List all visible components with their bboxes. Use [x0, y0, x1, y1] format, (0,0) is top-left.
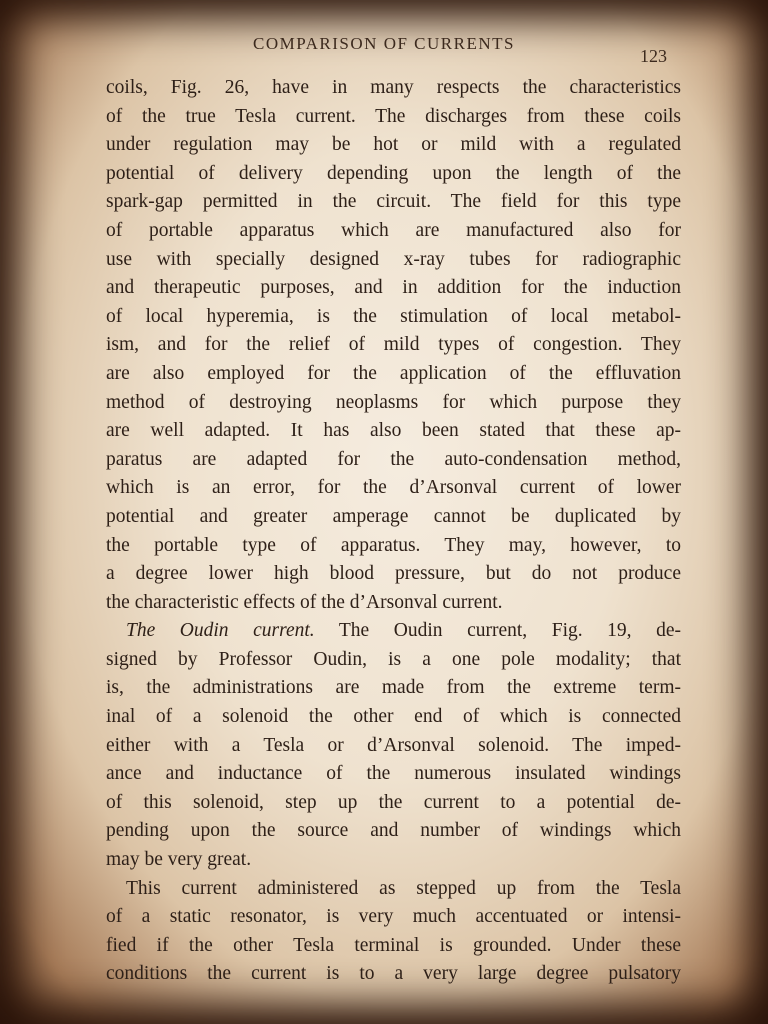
text-line: This current administered as stepped up from the Tesla	[126, 877, 681, 899]
section-heading-oudin-current: The Oudin current.	[126, 620, 315, 642]
text-line: of a static resonator, is very much accentuated or intensi-	[106, 906, 681, 928]
text-line: potential and greater amperage cannot be duplicated by	[106, 505, 681, 527]
text-line: of portable apparatus which are manufactured also for	[106, 219, 681, 241]
text-line: conditions the current is to a very large degree pulsatory	[106, 963, 681, 985]
text-line: is, the administrations are made from the extreme term-	[106, 677, 681, 699]
oudin-paragraph-first-line	[106, 617, 681, 646]
text-line: a degree lower high blood pressure, but do not produce	[106, 563, 681, 585]
text-line: inal of a solenoid the other end of which is connected	[106, 706, 681, 728]
text-line: method of destroying neoplasms for which purpose they	[106, 391, 681, 413]
text-line: signed by Professor Oudin, is a one pole modality; that	[106, 648, 681, 670]
running-title: COMPARISON OF CURRENTS	[253, 34, 515, 53]
text-line: ism, and for the relief of mild types of congestion. They	[106, 334, 681, 356]
text-line: pending upon the source and number of windings which	[106, 820, 681, 842]
text-line: potential of delivery depending upon the length of the	[106, 162, 681, 184]
text-line: are also employed for the application of the effluvation	[106, 362, 681, 384]
text-line: may be very great.	[106, 849, 252, 871]
text-line: the portable type of apparatus. They may, however, to	[106, 534, 681, 556]
text-line: and therapeutic purposes, and in addition for the induction	[106, 277, 681, 299]
text-line: spark-gap permitted in the circuit. The field for this type	[106, 191, 681, 213]
text-line: of local hyperemia, is the stimulation of local metabol-	[106, 305, 681, 327]
text-line: which is an error, for the d’Arsonval current of lower	[106, 477, 681, 499]
page-number: 123	[640, 46, 667, 66]
text-span: The Oudin current, Fig. 19, de-	[314, 620, 682, 642]
text-line: fied if the other Tesla terminal is grounded. Under these	[106, 934, 681, 956]
text-line: the characteristic effects of the d’Arsonval current.	[106, 591, 503, 613]
text-line: either with a Tesla or d’Arsonval solenoid. The imped-	[106, 734, 681, 756]
text-line: are well adapted. It has also been stated that these ap-	[106, 420, 681, 442]
text-line: paratus are adapted for the auto-condensation method,	[106, 448, 681, 470]
text-line: of the true Tesla current. The discharges from these coils	[106, 105, 681, 127]
text-line: ance and inductance of the numerous insulated windings	[106, 763, 681, 785]
text-line: of this solenoid, step up the current to a potential de-	[106, 791, 681, 813]
text-line: under regulation may be hot or mild with a regulated	[106, 134, 681, 156]
text-line: coils, Fig. 26, have in many respects the characteristics	[106, 77, 681, 98]
body-text	[106, 74, 681, 989]
text-line: use with specially designed x-ray tubes for radiographic	[106, 248, 681, 270]
